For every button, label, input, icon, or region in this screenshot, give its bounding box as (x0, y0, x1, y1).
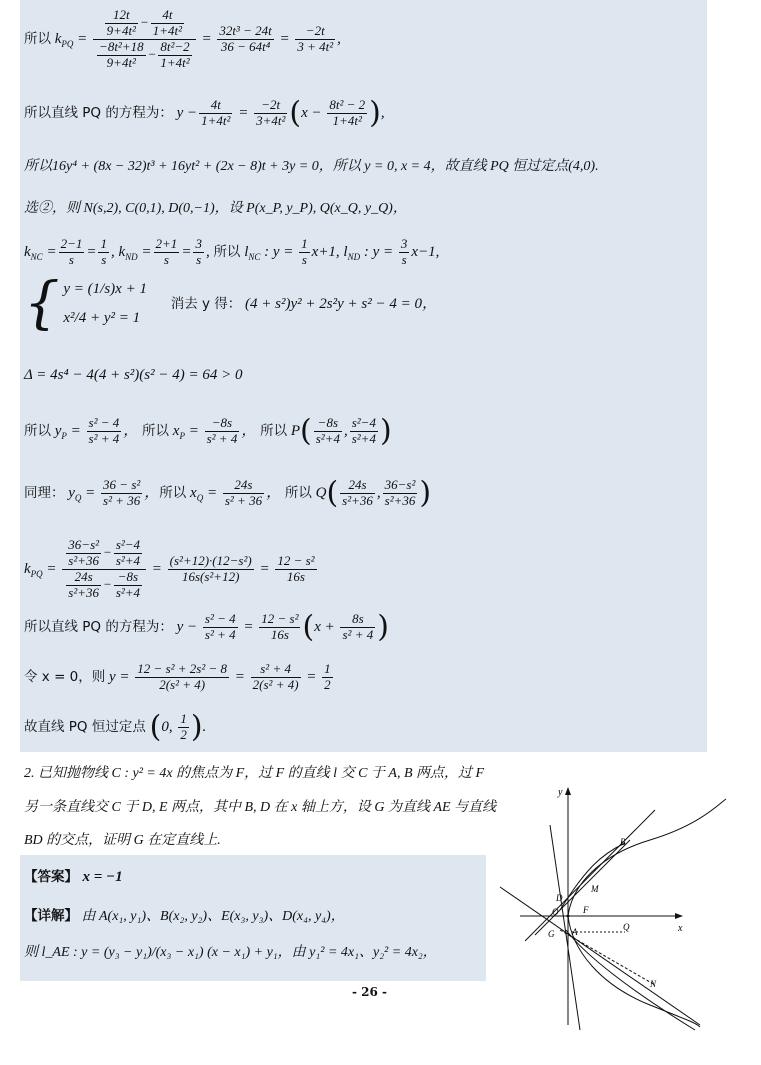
discriminant: Δ = 4s⁴ − 4(4 + s²)(s² − 4) = 64 > 0 (24, 367, 243, 383)
point-o-label: O (552, 907, 559, 917)
point-p-coords: 所以 $y_P$ = $\frac{\text{s² − 4}}{\text{s² + 4}}$ ， 所以 $x_P$ = $\frac{-8s}{\text{s² + 4}}$ ， 所以 P( $\frac{-8s}{\text{s²+4}}$ , $\frac{\text{s²−4}}{\text{s²+4}}$ ) (24, 413, 392, 449)
page-number: - 26 - (352, 985, 388, 999)
y-axis-label: y (558, 787, 563, 798)
set-x-zero: 令 x = 0，则 y = $\frac{\text{12 − s² + 2s² − 8}}{\text{2(s² + 4)}}$ = $\frac{\text{s² + 4}}{\text{2(s² + 4)}}$ = $\frac{1}{2}$ (24, 661, 331, 692)
kpq-t-line: 所以 $k_{PQ}$ = $\frac{12t}{\text{9+4t²}}$ − $\frac{4t}{\text{1+4t²}}$ $\frac{\text{−8t²+18}}{\text{9+4t²}}$ − $\frac{\text{8t²−2}}{\text{1+4t²}}$ = $\frac{\text{32t³ − 24t}}{\text{36 − 64t⁴}}$ = $\frac{-2t}{\text{3 + 4t²}}$ , (24, 7, 341, 70)
question-2-line-2: 另一条直线交 C 于 D, E 两点，其中 B, D 在 x 轴上方，设 G 为直线 AE 与直线 (24, 800, 497, 815)
choose-option-2: 选②，则 N(s,2), C(0,1), D(0,−1)，设 P(x_P, y_P), Q(x_Q, y_Q)， (24, 201, 407, 216)
fixed-point-0-half: 故直线 PQ 恒过定点 (0, $\frac{1}{2}$ ). (24, 709, 207, 745)
point-a-label: A (572, 927, 578, 937)
point-b-label: B (620, 837, 626, 847)
pq-line-equation-t: 所以直线 PQ 的方程为： y − $\frac{4t}{\text{1+4t²}}$ = $\frac{-2t}{\text{3+4t²}}$ (x − $\frac{\text{8t² − 2}}{\text{1+4t²}}$ ), (24, 95, 385, 131)
slopes-nc-nd: $k_{NC}$ = $\frac{2-1}{s}$ = $\frac{1}{s}$ , $k_{ND}$ = $\frac{2+1}{s}$ = $\frac{3}{s}$ , 所以 $l_{NC}$ : y = $\frac{1}{s}$ x+1, $l_{ND}$ : y = $\frac{3}{s}$ x−1, (24, 236, 440, 267)
point-q-coords: 同理： $y_Q$ = $\frac{\text{36 − s²}}{\text{s² + 36}}$ ，所以 $x_Q$ = $\frac{24s}{\text{s² + 36}}$ ， 所以 Q( $\frac{24s}{\text{s²+36}}$ , $\frac{\text{36−s²}}{\text{s²+36}}$ ) (24, 475, 432, 511)
point-n-label: N (650, 979, 657, 989)
parabola-figure (490, 785, 760, 1045)
kpq-s-line: $k_{PQ}$ = $\frac{\text{36−s²}}{\text{s²+36}}$ − $\frac{\text{s²−4}}{\text{s²+4}}$ $\frac{24s}{\text{s²+36}}$ − $\frac{-8s}{\text{s²+4}}$ = $\frac{\text{(s²+12)·(12−s²)}}{\text{16s(s²+12)}}$ = $\frac{\text{12 − s²}}{16s}$ (24, 537, 315, 600)
system-of-equations: { y = (1/s)x + 1 x²/4 + y² = 1 消去 y 得： (4 + s²)y² + 2s²y + s² − 4 = 0， (24, 271, 437, 336)
answer-line: 【答案】 x = −1 (24, 869, 123, 885)
question-2-line-1: 2. 已知抛物线 C : y² = 4x 的焦点为 F，过 F 的直线 l 交 C 于 A, B 两点，过 F (24, 766, 485, 781)
detail-line: 【详解】 由 A(x₁, y₁)、B(x₂, y₂)、E(x₃, y₃)、D(x₄, y₄)， (24, 908, 345, 924)
point-f-label: F (583, 905, 589, 915)
x-axis-label: x (678, 923, 683, 934)
point-m-label: M (591, 884, 599, 894)
point-g-label: G (548, 929, 555, 939)
point-d-label: D (556, 893, 563, 903)
pq-line-equation-s: 所以直线 PQ 的方程为： y − $\frac{\text{s² − 4}}{\text{s² + 4}}$ = $\frac{\text{12 − s²}}{16s}$ (x + $\frac{8s}{\text{s² + 4}}$ ) (24, 609, 389, 645)
fixed-point-4-0: 所以16y⁴ + (8x − 32)t³ + 16yt² + (2x − 8)t + 3y = 0，所以 y = 0, x = 4，故直线 PQ 恒过定点(4,0). (24, 159, 599, 174)
question-2-line-3: BD 的交点，证明 G 在定直线上. (24, 833, 221, 848)
line-ae-equation: 则 l_AE : y = (y₃ − y₁)/(x₃ − x₁) (x − x₁) + y₁，由 y₁² = 4x₁、y₂² = 4x₂， (24, 945, 437, 960)
point-q-label: Q (623, 922, 630, 932)
